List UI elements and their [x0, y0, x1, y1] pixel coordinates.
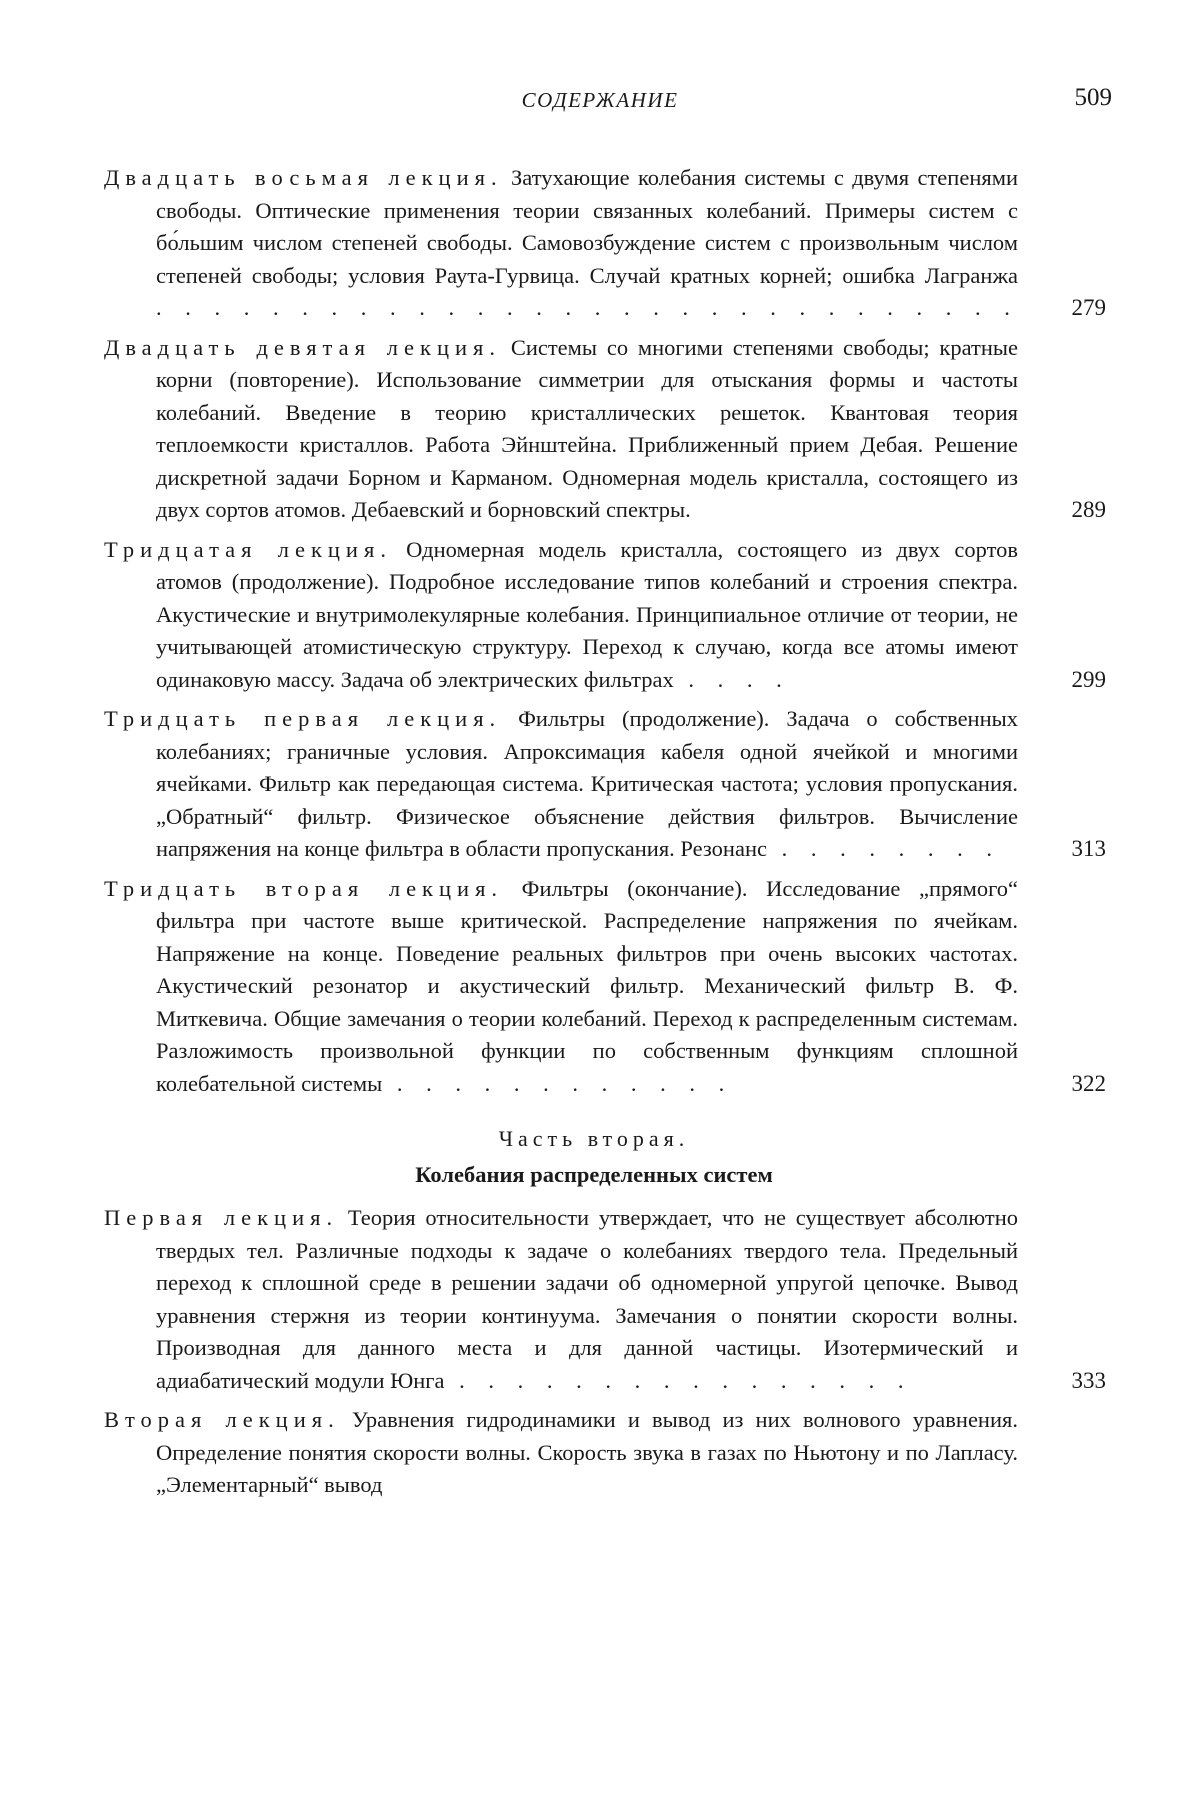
toc-entry-lecture-31 [104, 703, 1114, 866]
part-subtitle: Колебания распределенных систем [104, 1162, 1114, 1188]
toc-entry-page: 333 [1072, 1365, 1107, 1398]
toc-leader-dots: . . . . . . . . . . . . [382, 1071, 733, 1096]
toc-leader-dots: . . . . . . . . [767, 836, 1001, 861]
toc-entry-page: 279 [1072, 292, 1107, 325]
toc-entry-page: 289 [1072, 494, 1107, 527]
toc-entry-lecture-29 [104, 332, 1114, 527]
toc-entry-lead: Первая лекция. [104, 1205, 338, 1230]
toc-entry-lecture-28 [104, 162, 1114, 325]
table-of-contents [104, 162, 1114, 1509]
toc-entry-lecture-32 [104, 873, 1114, 1101]
toc-entry-lecture-30 [104, 534, 1114, 697]
toc-leader-dots: . . . . . . . . . . . . . . . . [445, 1368, 913, 1393]
toc-entry-part2-lecture-2 [104, 1404, 1114, 1502]
toc-leader-dots: . . . . [674, 667, 791, 692]
toc-entry-text: Затухающие колебания системы с двумя степенями свободы. Оптические применения теории связанных колебаний. Примеры систем с бо́льшим числом степеней свободы. Самовозбуждение систем с произвольным числом степеней свободы; условия Раута-Гурвица. Случай кратных корней; ошибка Лагранжа [156, 165, 1018, 288]
toc-entry-text: Системы со многими степенями свободы; кратные корни (повторение). Использование симметрии для отыскания формы и частоты колебаний. Введение в теорию кристаллических решеток. Квантовая теория теплоемкости кристаллов. Работа Эйнштейна. Приближенный прием Дебая. Решение дискретной задачи Борном и Карманом. Одномерная модель кристалла, состоящего из двух сортов атомов. Дебаевский и борновский спектры. [156, 335, 1018, 523]
toc-entry-lead: Двадцать восьмая лекция. [104, 165, 503, 190]
toc-entry-lead: Тридцать первая лекция. [104, 706, 501, 731]
part-title: Часть вторая. [104, 1126, 1114, 1152]
running-head [0, 84, 1200, 118]
toc-entry-lead: Двадцать девятая лекция. [104, 335, 501, 360]
page-number: 509 [1075, 84, 1113, 112]
toc-entry-page: 322 [1072, 1068, 1107, 1101]
toc-entry-text: Теория относительности утверждает, что не существует абсолютно твердых тел. Различные подходы к задаче о колебаниях твердого тела. Предельный переход к сплошной среде в решении задачи об одномерной упругой цепочке. Вывод уравнения стержня из теории континуума. Замечания о понятии скорости волны. Производная для данного места и для данной частицы. Изотермический и адиабатический модули Юнга [156, 1205, 1018, 1393]
toc-entry-text: Уравнения гидродинамики и вывод из них волнового уравнения. Определение понятия скорости волны. Скорость звука в газах по Ньютону и по Лапласу. „Элементарный“ вывод [156, 1407, 1018, 1497]
toc-entry-page: 299 [1072, 664, 1107, 697]
running-head-title: СОДЕРЖАНИЕ [0, 88, 1200, 113]
toc-entry-text: Одномерная модель кристалла, состоящего из двух сортов атомов (продолжение). Подробное исследование типов колебаний и строения спектра. Акустические и внутримолекулярные колебания. Принципиальное отличие от теории, не учитывающей атомистическую структуру. Переход к случаю, когда все атомы имеют одинаковую массу. Задача об электрических фильтрах [156, 537, 1018, 692]
toc-entry-lead: Тридцать вторая лекция. [104, 876, 503, 901]
toc-entry-page: 313 [1072, 833, 1107, 866]
toc-entry-text: Фильтры (продолжение). Задача о собственных колебаниях; граничные условия. Апроксимация кабеля одной ячейкой и многими ячейками. Фильтр как передающая система. Критическая частота; условия пропускания. „Обратный“ фильтр. Физическое объяснение действия фильтров. Вычисление напряжения на конце фильтра в области пропускания. Резонанс [156, 706, 1018, 861]
toc-leader-dots: . . . . . . . . . . . . . . . . . . . . . . . . . . . . . . [156, 295, 1019, 320]
toc-entry-text: Фильтры (окончание). Исследование „прямого“ фильтра при частоте выше критической. Распределение напряжения по ячейкам. Напряжение на конце. Поведение реальных фильтров при очень высоких частотах. Акустический резонатор и акустический фильтр. Механический фильтр В. Ф. Миткевича. Общие замечания о теории колебаний. Переход к распределенным системам. Разложимость произвольной функции по собственным функциям сплошной колебательной системы [156, 876, 1018, 1096]
book-page [0, 0, 1200, 1803]
toc-entry-lead: Вторая лекция. [104, 1407, 340, 1432]
toc-entry-lead: Тридцатая лекция. [104, 537, 392, 562]
toc-entry-part2-lecture-1 [104, 1202, 1114, 1397]
